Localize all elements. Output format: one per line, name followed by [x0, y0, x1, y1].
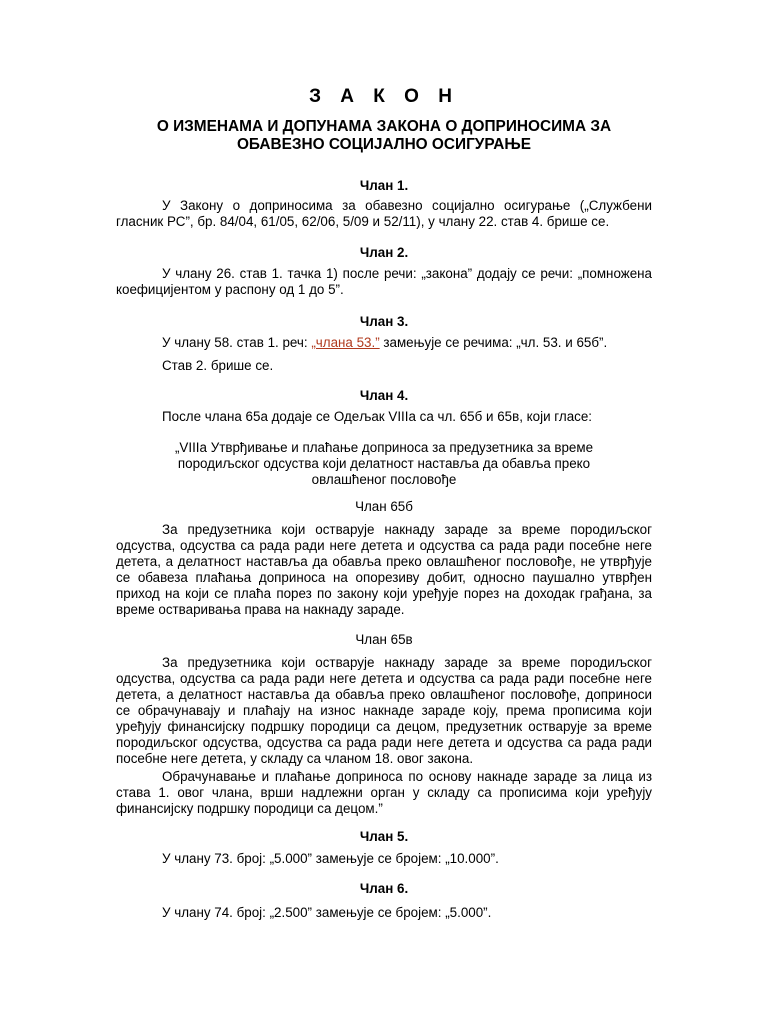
article-65v-heading: Члан 65в [355, 632, 413, 647]
article-4-heading: Члан 4. [359, 388, 409, 403]
article-6-heading: Члан 6. [359, 881, 409, 896]
article-2-text: У члану 26. став 1. тачка 1) после речи: „закона” додају се речи: „помножена коефицијентом у распону од 1 до 5”. [116, 266, 652, 297]
article-1-heading: Члан 1. [359, 178, 409, 193]
article-5-text: У члану 73. број: „5.000” замењује се бројем: „10.000”. [162, 851, 499, 866]
article-4-text: После члана 65а додаје се Одељак VIIIа са чл. 65б и 65в, који гласе: [162, 409, 593, 424]
article-65b-heading: Члан 65б [355, 499, 413, 514]
law-title: З А К О Н [309, 86, 459, 107]
section-viiia-title: „VIIIа Утврђивање и плаћање доприноса за предузетника за време породиљског одсуства који делатност наставља да обавља преко овлашћеног пословође [174, 440, 594, 487]
article-1-text: У Закону о доприносима за обавезно социјално осигурање („Службени гласник РС”, бр. 84/04, 61/05, 62/06, 5/09 и 52/11), у члану 22. став 4. брише се. [116, 198, 652, 229]
article-3-text-2: Став 2. брише се. [162, 358, 274, 373]
article-2-heading: Члан 2. [359, 245, 409, 260]
article-3-text-after: замењује се речима: „чл. 53. и 65б”. [379, 335, 608, 350]
article-65v-text-1: За предузетника који остварује накнаду зараде за време породиљског одсуства, одсуства са рада ради неге детета и одсуства са рада ради посебне неге детета, а делатност наставља да обавља преко овлашћеног пословође, доприноси се обрачунавају и плаћају на износ накнаде зараде коју, према прописима који уређују финансијску подршку породици са децом, предузетник остварује за време породиљског одсуства, одсуства са рада ради неге детета и одсуства са рада ради посебне неге детета, у складу са чланом 18. овог закона. [116, 655, 652, 766]
article-6-text: У члану 74. број: „2.500” замењује се бројем: „5.000”. [162, 905, 492, 920]
law-subtitle: О ИЗМЕНАМА И ДОПУНАМА ЗАКОНА О ДОПРИНОСИМА ЗА ОБАВЕЗНО СОЦИЈАЛНО ОСИГУРАЊЕ [156, 118, 612, 153]
article-5-heading: Члан 5. [359, 829, 409, 844]
article-3-text [116, 335, 652, 351]
article-65b-text: За предузетника који остварује накнаду зараде за време породиљског одсуства, одсуства са рада ради неге детета и одсуства са рада ради посебне неге детета, а делатност наставља да обавља преко овлашћеног пословође, не утврђује се обавеза плаћања доприноса на опорезиву добит, односно паушално утврђен приход на који се плаћа порез по закону који уређује порез на доходак грађана, за време остваривања права на накнаду зараде. [116, 522, 652, 617]
article-65v-text-2: Обрачунавање и плаћање доприноса по основу накнаде зараде за лица из става 1. овог члана, врши надлежни орган у складу са прописима који уређују финансијску подршку породици са децом.” [116, 769, 652, 816]
article-3-text-before: У члану 58. став 1. реч: [162, 335, 312, 350]
article-3-heading: Члан 3. [359, 314, 409, 329]
article-53-link[interactable]: „члана 53.” [311, 335, 380, 350]
